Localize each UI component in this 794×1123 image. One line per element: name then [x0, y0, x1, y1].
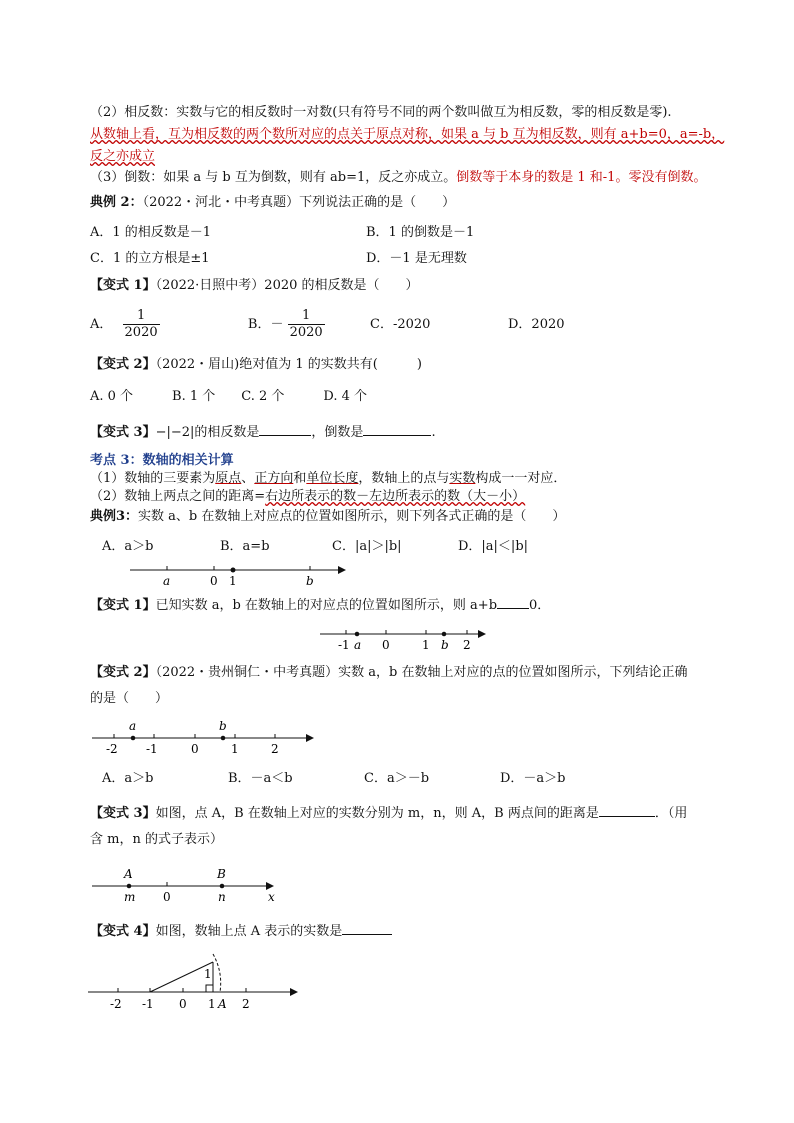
example-3-option-a: A．a＞b	[102, 539, 154, 554]
ex3-label-0: 0	[210, 574, 218, 588]
variant-2b-option-a: A．a＞b	[102, 771, 154, 786]
variant-2b-option-d: D．－a＞b	[500, 771, 566, 786]
variant-4-label: 【变式 4】	[90, 924, 156, 939]
variant-1a-label: 【变式 1】	[90, 278, 156, 293]
v2b-label-2: 2	[271, 742, 279, 756]
example-3-option-c: C．|a|＞|b|	[332, 539, 402, 554]
opposite-number-converse: 反之亦成立	[90, 149, 156, 164]
v1b-point-b	[442, 632, 447, 637]
variant-1a-option-d: D．2020	[508, 317, 565, 332]
fraction-a-denominator: 2020	[124, 325, 158, 340]
v2b-point-b	[221, 736, 226, 741]
kp3-direction: 正方向	[254, 471, 294, 486]
example-3-question	[90, 508, 565, 526]
example-3-option-d: D．|a|＜|b|	[458, 539, 529, 554]
v2b-label-b: b	[219, 719, 227, 733]
variant-1a-text: （2022·日照中考）2020 的相反数是（ ）	[155, 278, 419, 293]
variant-4-number-line	[88, 946, 303, 1010]
kp3-l2-a: （2）数轴上两点之间的距离=	[90, 489, 266, 504]
example-2-option-d: D．－1 是无理数	[366, 251, 467, 266]
answer-blank-sum[interactable]	[497, 596, 529, 609]
v3b-point-a	[127, 884, 132, 889]
example-2-option-c: C．1 的立方根是±1	[90, 251, 210, 266]
answer-blank-point-a[interactable]	[342, 922, 392, 935]
variant-1a-option-b: B．－	[247, 317, 284, 332]
key-point-3-line-1	[90, 470, 566, 488]
v4-label--2: -2	[110, 997, 122, 1011]
key-point-3-line-2	[90, 488, 525, 506]
answer-blank-reciprocal[interactable]	[363, 423, 431, 436]
fraction-b	[288, 308, 325, 341]
variant-1a-option-c: C．-2020	[370, 317, 431, 332]
v4-label-A: A	[218, 997, 227, 1011]
variant-3a-question	[90, 423, 436, 442]
v2b-axis-arrow	[306, 734, 314, 742]
v4-leg-length-label: 1	[204, 967, 212, 981]
variant-2b-question-cont: 的是（ ）	[90, 691, 169, 706]
example-2-text: （2022・河北・中考真题）下列说法正确的是（ ）	[142, 195, 456, 210]
fraction-a	[123, 308, 160, 341]
variant-1b-question	[90, 596, 550, 615]
v4-label-0: 0	[179, 997, 187, 1011]
opposite-number-axis-note: 从数轴上看，互为相反数的两个数所对应的点关于原点对称，如果 a 与 b 互为相反数，则有 a+b=0，a=-b，	[90, 127, 725, 142]
v3b-label-n: n	[218, 890, 226, 904]
variant-1b-end: 0．	[529, 598, 551, 613]
kp3-origin: 原点	[215, 471, 242, 486]
variant-2b-number-line	[92, 716, 317, 756]
reciprocal-special-note: 倒数等于本身的数是 1 和-1。零没有倒数。	[456, 170, 707, 185]
v1b-label-b: b	[441, 638, 449, 652]
variant-2a-text: （2022・眉山)绝对值为 1 的实数共有( )	[155, 357, 422, 372]
v1b-axis-arrow	[478, 630, 486, 638]
answer-blank-opposite[interactable]	[259, 423, 311, 436]
kp3-unit-length: 单位长度	[306, 471, 359, 486]
v3b-point-b	[220, 884, 225, 889]
fraction-a-numerator: 1	[123, 308, 160, 325]
example-2-option-b: B．1 的倒数是－1	[366, 225, 475, 240]
v4-compass-arc	[213, 954, 221, 992]
v2b-label--1: -1	[146, 742, 158, 756]
variant-1a-option-a: A．	[90, 317, 113, 332]
variant-2b-question	[90, 664, 688, 682]
v2b-label-a: a	[129, 719, 137, 733]
variant-1a-question	[90, 277, 419, 295]
v1b-label-a: a	[354, 638, 362, 652]
ex3-label-b: b	[306, 574, 314, 588]
variant-3b-text: 如图，点 A，B 在数轴上对应的实数分别为 m，n，则 A，B 两点间的距离是	[155, 806, 599, 821]
v3b-label-0: 0	[163, 890, 171, 904]
variant-3a-expression: −|−2|	[155, 425, 195, 440]
kp3-sep-2: 和	[293, 471, 307, 486]
variant-2b-label: 【变式 2】	[90, 665, 156, 680]
v3b-label-x: x	[268, 890, 275, 904]
kp3-l1-a: （1）数轴的三要素为	[90, 471, 216, 486]
variant-3b-number-line	[92, 864, 282, 908]
variant-3b-label: 【变式 3】	[90, 806, 156, 821]
v2b-label-1: 1	[231, 742, 239, 756]
variant-3b-end: ．（用	[654, 806, 688, 821]
example-3-option-b: B．a=b	[220, 539, 270, 554]
v1b-label-2: 2	[463, 638, 471, 652]
variant-2a-options: A. 0 个 B. 1 个 C. 2 个 D. 4 个	[90, 389, 368, 404]
v3b-label-A: A	[124, 867, 133, 881]
example-2-option-a: A．1 的相反数是－1	[90, 225, 212, 240]
variant-2a-question	[90, 356, 422, 374]
v2b-label-0: 0	[191, 742, 199, 756]
v1b-label-1: 1	[422, 638, 430, 652]
v1b-point-a	[355, 632, 360, 637]
reciprocal-definition	[90, 169, 706, 187]
variant-2b-option-b: B．－a＜b	[228, 771, 293, 786]
example-3-text: 实数 a、b 在数轴上对应点的位置如图所示，则下列各式正确的是（ ）	[138, 509, 566, 524]
variant-4-text: 如图，数轴上点 A 表示的实数是	[155, 924, 343, 939]
kp3-l1-c: 构成一一对应．	[475, 471, 567, 486]
ex3-label-1: 1	[229, 574, 237, 588]
variant-2b-text: （2022・贵州铜仁・中考真题）实数 a，b 在数轴上对应的点的位置如图所示，下列结论正确	[155, 665, 688, 680]
v3b-label-m: m	[124, 890, 136, 904]
v3b-label-B: B	[217, 867, 226, 881]
example-2-label: 典例 2：	[90, 195, 143, 210]
v4-right-angle-mark	[206, 985, 213, 992]
variant-3a-text-2: ，倒数是	[311, 425, 364, 440]
ex3-label-a: a	[163, 574, 171, 588]
fraction-b-numerator: 1	[288, 308, 325, 325]
v1b-label--1: -1	[338, 638, 350, 652]
opposite-number-definition: （2）相反数：实数与它的相反数时一对数(只有符号不同的两个数叫做互为相反数，零的相反数是零).	[90, 105, 672, 120]
v4-label-2: 2	[242, 997, 250, 1011]
variant-3b-question	[90, 804, 687, 823]
reciprocal-rule: （3）倒数：如果 a 与 b 互为倒数，则有 ab=1，反之亦成立。	[90, 170, 457, 185]
ex3-axis-arrow	[338, 566, 346, 574]
kp3-distance-rule: 右边所表示的数－左边所表示的数（大－小）	[265, 489, 526, 504]
variant-1a-options	[90, 307, 325, 343]
variant-1b-number-line	[320, 626, 490, 652]
variant-1b-text: 已知实数 a，b 在数轴上的对应点的位置如图所示，则 a+b	[155, 598, 498, 613]
answer-blank-distance[interactable]	[599, 804, 655, 817]
fraction-b-denominator: 2020	[289, 325, 323, 340]
v4-label-1: 1	[208, 997, 216, 1011]
variant-2a-label: 【变式 2】	[90, 357, 156, 372]
variant-3a-label: 【变式 3】	[90, 425, 156, 440]
example-3-label: 典例3：	[90, 509, 139, 524]
kp3-l1-b: ，数轴上的点与	[358, 471, 450, 486]
variant-2b-option-c: C．a＞－b	[364, 771, 430, 786]
v2b-point-a	[131, 736, 136, 741]
variant-1b-label: 【变式 1】	[90, 598, 156, 613]
kp3-sep-1: 、	[241, 471, 255, 486]
example-2-question	[90, 194, 455, 212]
v2b-label--2: -2	[106, 742, 118, 756]
kp3-real-number: 实数	[449, 471, 476, 486]
variant-3a-text-1: 的相反数是	[194, 425, 260, 440]
v4-axis-arrow	[290, 988, 298, 996]
v3b-axis-arrow	[266, 882, 274, 890]
variant-4-question	[90, 922, 392, 941]
variant-3a-text-3: .	[431, 425, 436, 440]
ex3-point-1	[231, 568, 236, 573]
v4-label--1: -1	[142, 997, 154, 1011]
key-point-3-title: 考点 3：数轴的相关计算	[90, 453, 234, 468]
variant-3b-question-cont: 含 m，n 的式子表示）	[90, 832, 223, 847]
v1b-label-0: 0	[382, 638, 390, 652]
example-3-number-line	[130, 560, 355, 590]
